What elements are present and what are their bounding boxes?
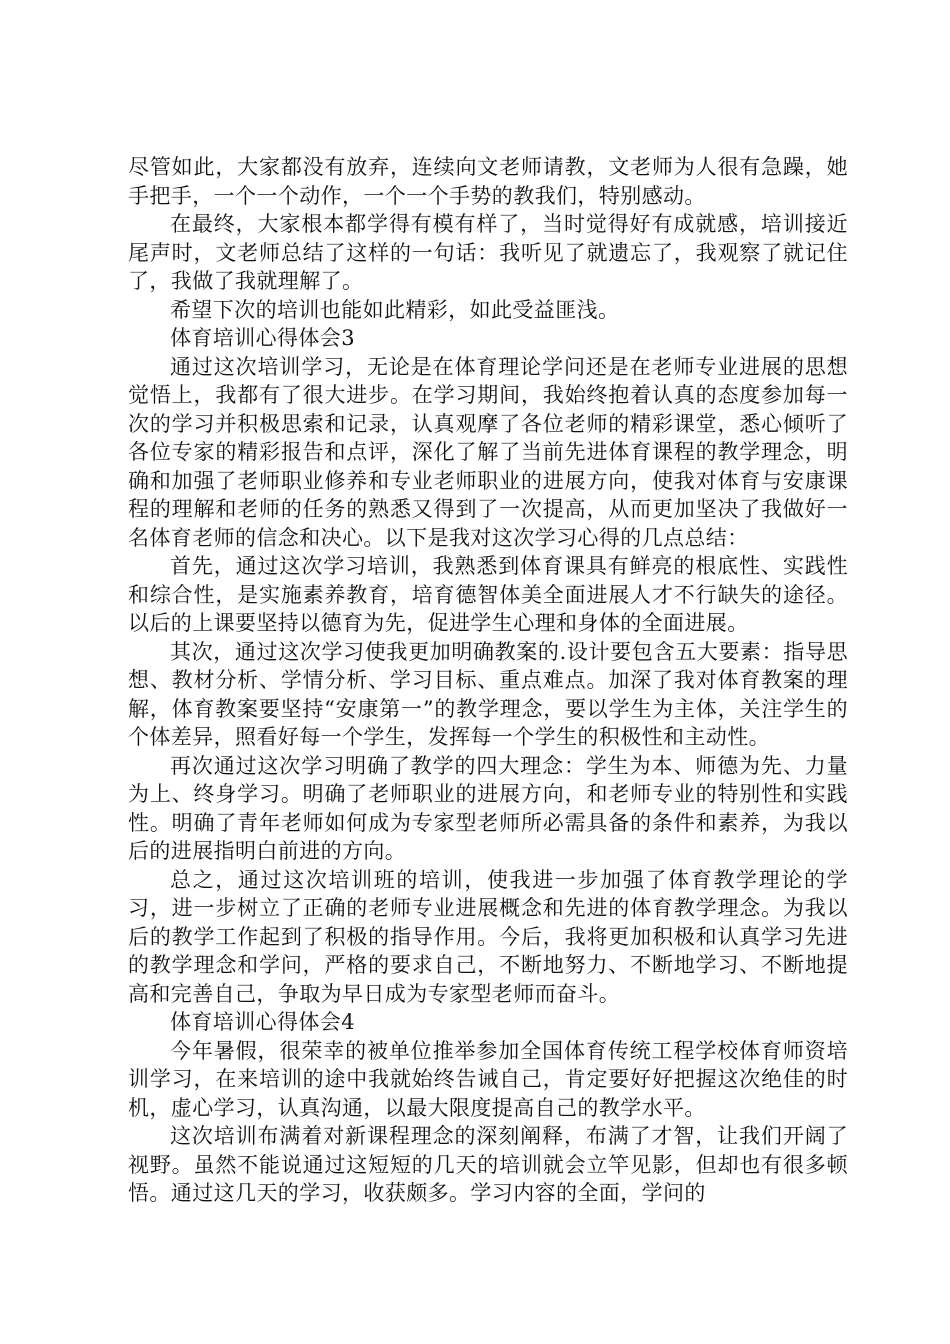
section-heading: 体育培训心得体会3 [170,326,355,350]
paragraph: 总之，通过这次培训班的培训，使我进一步加强了体育教学理论的学习，进一步树立了正确的老师专业进展概念和先进的体育教学理念。为我以后的教学工作起到了积极的指导作用。今后，我将更加积极和认真学习先进的教学理念和学问，严格的要求自己，不断地努力、不断地学习、不断地提高和完善自己，争取为早日成为专家型老师而奋斗。 [128,867,848,1006]
paragraph: 通过这次培训学习，无论是在体育理论学问还是在老师专业进展的思想觉悟上，我都有了很大进步。在学习期间，我始终抱着认真的态度参加每一次的学习并积极思索和记录，认真观摩了各位老师的精彩课堂，悉心倾听了各位专家的精彩报告和点评，深化了解了当前先进体育课程的教学理念，明确和加强了老师职业修养和专业老师职业的进展方向，使我对体育与安康课程的理解和老师的任务的熟悉又得到了一次提高，从而更加坚决了我做好一名体育老师的信念和决心。以下是我对这次学习心得的几点总结： [128,354,848,550]
paragraph: 在最终，大家根本都学得有模有样了，当时觉得好有成就感，培训接近尾声时，文老师总结了这样的一句话：我听见了就遗忘了，我观察了就记住了，我做了我就理解了。 [128,212,848,293]
paragraph: 尽管如此，大家都没有放弃，连续向文老师请教，文老师为人很有急躁，她手把手，一个一个动作，一个一个手势的教我们，特别感动。 [128,155,848,208]
paragraph: 其次，通过这次学习使我更加明确教案的.设计要包含五大要素：指导思想、教材分析、学情分析、学习目标、重点难点。加深了我对体育教案的理解，体育教案要坚持“安康第一”的教学理念，要以学生为主体，关注学生的个体差异，照看好每一个学生，发挥每一个学生的积极性和主动性。 [128,639,848,749]
paragraph: 这次培训布满着对新课程理念的深刻阐释，布满了才智，让我们开阔了视野。虽然不能说通过这短短的几天的培训就会立竿见影，但却也有很多顿悟。通过这几天的学习，收获颇多。学习内容的全面，学问的 [128,1124,848,1205]
paragraph: 首先，通过这次学习培训，我熟悉到体育课具有鲜亮的根底性、实践性和综合性，是实施素养教育，培育德智体美全面进展人才不行缺失的途径。以后的上课要坚持以德育为先，促进学生心理和身体的全面进展。 [128,554,848,635]
document-body [128,153,848,1208]
paragraph: 希望下次的培训也能如此精彩，如此受益匪浅。 [170,297,620,322]
paragraph: 再次通过这次学习明确了教学的四大理念：学生为本、师德为先、力量为上、终身学习。明确了老师职业的进展方向，和老师专业的特别性和实践性。明确了青年老师如何成为专家型老师所必需具备的条件和素养，为我以后的进展指明白前进的方向。 [128,753,848,863]
paragraph: 今年暑假，很荣幸的被单位推举参加全国体育传统工程学校体育师资培训学习，在来培训的途中我就始终告诫自己，肯定要好好把握这次绝佳的时机，虚心学习，认真沟通，以最大限度提高自己的教学水平。 [128,1038,848,1120]
section-heading: 体育培训心得体会4 [170,1010,355,1034]
